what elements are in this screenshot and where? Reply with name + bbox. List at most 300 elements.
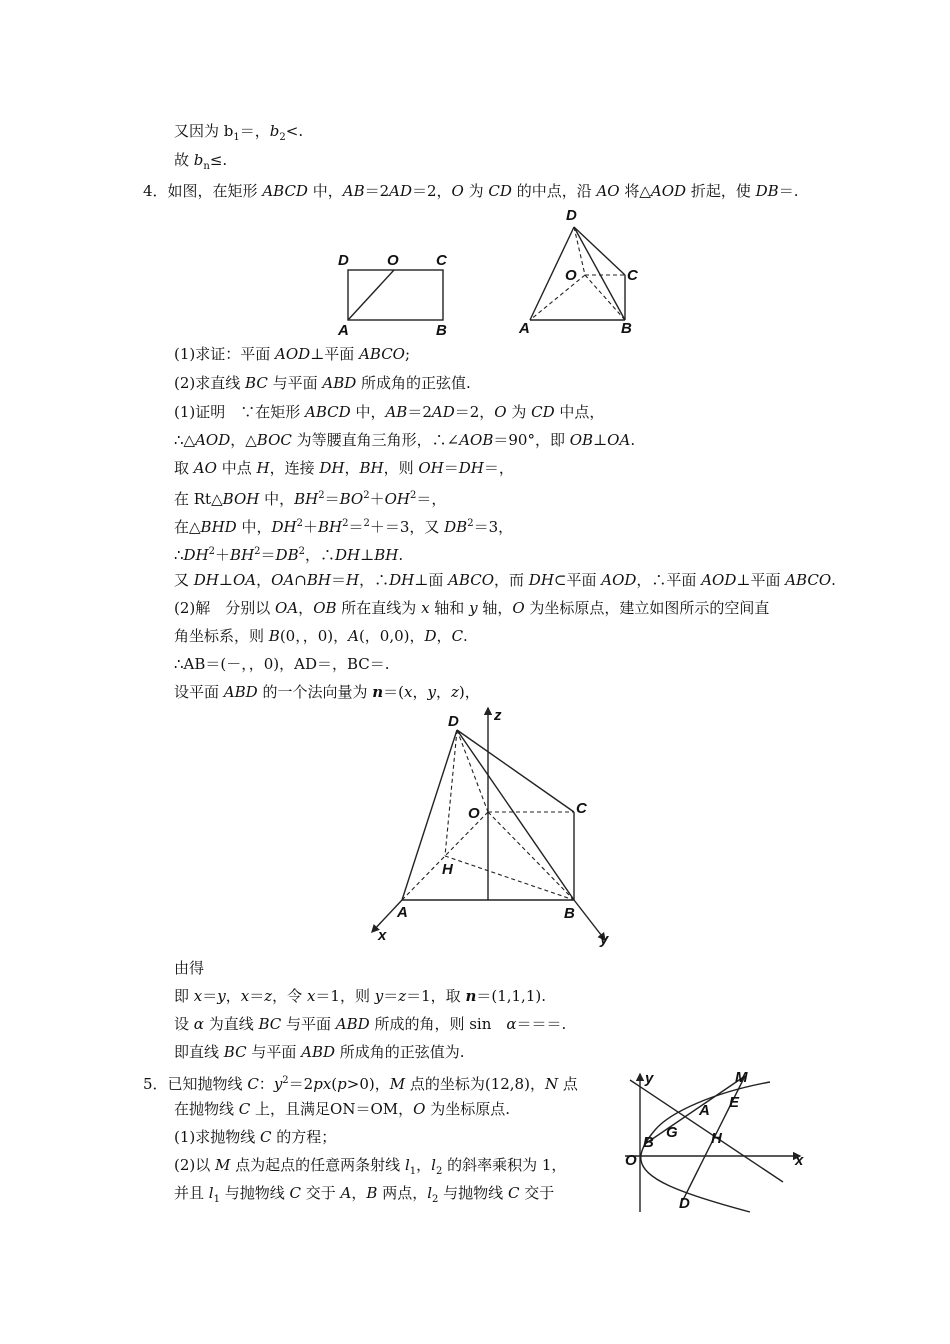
text-run: y (374, 987, 384, 1005)
text-run: BH (374, 546, 399, 564)
text-run: 并且 (174, 1184, 209, 1202)
text-run: 轴和 (429, 599, 470, 617)
text-run: DH (271, 518, 297, 536)
text-run: ABD (322, 374, 357, 392)
text-run: 1 (409, 1166, 417, 1177)
edge-db (574, 227, 625, 320)
text-run: ＝＝＝. (516, 1015, 567, 1033)
text-run: y (273, 1075, 283, 1093)
text-run: 故 (174, 151, 194, 169)
text-run: ⊂平面 (553, 571, 602, 589)
text-run: OA (275, 599, 299, 617)
text-run: 与平面 (267, 374, 323, 392)
text-run: ABD (223, 683, 258, 701)
text-run: 取 (174, 459, 194, 477)
text-run: z (264, 987, 273, 1005)
text-run: ＋＝3，又 (369, 518, 445, 536)
text-run: BO (339, 490, 364, 508)
text-run: ＝1，则 (315, 987, 375, 1005)
text-run: b (269, 122, 280, 140)
text-run: ＝ (330, 571, 346, 589)
segment-ao (348, 270, 394, 320)
text-run: 中点 (216, 459, 257, 477)
text-run: CD (488, 182, 512, 200)
text-run: 2 (282, 1075, 289, 1086)
text-run: y (217, 987, 226, 1005)
text-run: 4．如图，在矩形 (143, 182, 263, 200)
text-line-l18 (174, 986, 546, 1006)
text-run: 为 (463, 182, 489, 200)
text-run: 2 (410, 490, 417, 501)
text-run: ( (331, 1075, 338, 1093)
text-run: y (427, 683, 436, 701)
text-run: OA (607, 431, 631, 449)
label-A: A (397, 904, 408, 921)
text-run: DB (755, 182, 779, 200)
text-run: ＝2 (288, 1075, 314, 1093)
edge-ob (488, 812, 574, 900)
text-run: 中， (307, 182, 343, 200)
text-line-l4 (174, 344, 410, 364)
text-run: H (256, 459, 270, 477)
text-run: DH (183, 546, 209, 564)
text-run: . (398, 546, 404, 564)
text-run: ≤. (209, 151, 228, 169)
parabola-figure (615, 1060, 815, 1220)
text-run: (0，，0)， (279, 627, 349, 645)
text-run: ，∴ (304, 546, 335, 564)
label-y: y (600, 931, 609, 948)
text-run: ⊥面 (414, 571, 449, 589)
text-run: DB (444, 518, 468, 536)
text-run: ， (436, 627, 452, 645)
label-z: z (494, 707, 502, 724)
text-run: x (240, 987, 250, 1005)
text-run: AOD (601, 571, 637, 589)
text-run: BH (359, 459, 384, 477)
text-run: 2 (342, 518, 349, 529)
text-run: ，而 (494, 571, 529, 589)
label-x: x (795, 1152, 804, 1169)
text-run: ，连接 (269, 459, 320, 477)
text-run: O (451, 182, 464, 200)
text-run: 在△ (174, 518, 201, 536)
text-run: 即 (174, 987, 194, 1005)
text-run: n (203, 161, 210, 172)
text-run: (，0,0)， (358, 627, 425, 645)
text-run: z (398, 987, 407, 1005)
text-run: 2 (208, 546, 216, 557)
label-H: H (711, 1130, 722, 1147)
text-run: D (424, 627, 437, 645)
text-run: α (193, 1015, 204, 1033)
text-run: 设平面 (174, 683, 224, 701)
edge-dc (457, 730, 574, 812)
text-run: px (313, 1075, 332, 1093)
text-run: ⊥ (218, 571, 233, 589)
text-run: BOC (256, 431, 292, 449)
label-B: B (621, 320, 632, 337)
text-run: 交于 (519, 1184, 555, 1202)
text-run: )， (458, 683, 480, 701)
text-run: ，令 (272, 987, 307, 1005)
text-run: B (366, 1184, 378, 1202)
text-run: ： (258, 1075, 274, 1093)
text-run: C (451, 627, 464, 645)
label-H: H (442, 861, 453, 878)
text-line-l6 (174, 402, 604, 422)
text-run: B (268, 627, 280, 645)
text-run: 与抛物线 (438, 1184, 508, 1202)
text-line-l20 (174, 1042, 465, 1062)
text-run: 所成的角，则 sin (369, 1015, 507, 1033)
text-run: OH (384, 490, 410, 508)
label-B: B (643, 1134, 654, 1151)
label-D: D (679, 1195, 690, 1212)
text-run: A (348, 627, 359, 645)
text-run: ∴ (174, 546, 184, 564)
text-run: ，则 (383, 459, 419, 477)
text-run: 的一个法向量为 (257, 683, 373, 701)
text-line-l12 (174, 570, 836, 590)
text-run: ， (225, 987, 241, 1005)
text-run: ＝2， (454, 403, 495, 421)
text-run: 点 (558, 1075, 578, 1093)
text-run: ＝ (249, 987, 265, 1005)
text-run: x (193, 987, 203, 1005)
text-run: ＝2 (407, 403, 432, 421)
text-line-l11 (174, 542, 403, 565)
text-run: >0)， (346, 1075, 390, 1093)
text-run: 2 (435, 1166, 443, 1177)
text-run: 所在直线为 (336, 599, 422, 617)
text-line-l10 (174, 514, 513, 537)
text-run: (1)证明 ∵在矩形 (174, 403, 306, 421)
text-run: OH (418, 459, 444, 477)
text-run: ＝ (202, 987, 218, 1005)
edge-hb (445, 856, 574, 900)
text-run: 2 (318, 490, 325, 501)
text-run: ，∴ (359, 571, 390, 589)
text-run: ∴AB＝(－，，0)，AD＝，BC＝. (174, 655, 390, 673)
text-run: 由得 (174, 959, 205, 977)
text-run: 又 (174, 571, 194, 589)
text-run: AD (389, 182, 412, 200)
text-run: 中， (236, 518, 272, 536)
text-run: ABCO (448, 571, 495, 589)
text-run: BHD (200, 518, 237, 536)
text-run: 点的坐标为(12,8)， (405, 1075, 545, 1093)
text-run: A (340, 1184, 352, 1202)
text-run: 点为起点的任意两条射线 (230, 1156, 405, 1174)
text-run: ＝， (416, 490, 447, 508)
text-line-l25 (174, 1183, 554, 1210)
text-run: 与平面 (281, 1015, 336, 1033)
text-run: . (630, 431, 636, 449)
text-run: 两点， (377, 1184, 428, 1202)
label-C: C (436, 252, 447, 269)
text-run: ，∴平面 (636, 571, 702, 589)
text-run: ＝2 (364, 182, 390, 200)
text-run: H (346, 571, 360, 589)
text-line-l24 (174, 1155, 566, 1182)
text-run: ＝1，取 (406, 987, 466, 1005)
text-run: ABCO (359, 345, 405, 363)
text-run: ＋ (369, 490, 385, 508)
text-run: ， (351, 1184, 367, 1202)
text-run: ， (435, 683, 451, 701)
text-run: DH (193, 571, 219, 589)
label-C: C (576, 800, 587, 817)
text-run: BH (306, 571, 331, 589)
folded-figure (515, 205, 650, 340)
text-run: AOD (195, 431, 231, 449)
label-O: O (565, 267, 577, 284)
label-D: D (338, 252, 349, 269)
text-run: AD (431, 403, 455, 421)
label-O: O (625, 1152, 637, 1169)
text-run: (2)以 (174, 1156, 216, 1174)
text-run: BH (230, 546, 255, 564)
text-run: ， (256, 571, 272, 589)
text-run: ABCD (262, 182, 308, 200)
text-run: ， (344, 459, 360, 477)
text-line-l13 (174, 598, 769, 618)
text-run: 与平面 (246, 1043, 302, 1061)
label-E: E (729, 1094, 740, 1111)
text-run: OA (271, 571, 295, 589)
text-run: AB (385, 403, 408, 421)
text-run: 在抛物线 (174, 1100, 239, 1118)
text-run: 上，且满足ON＝OM， (250, 1100, 414, 1118)
text-line-l16 (174, 682, 480, 702)
text-run: ABD (301, 1043, 335, 1061)
text-line-l3 (143, 181, 798, 201)
text-run: 将△ (619, 182, 651, 200)
text-run: 2 (254, 546, 261, 557)
text-run: DH (389, 571, 415, 589)
text-run: DH (458, 459, 484, 477)
text-run: ABCD (305, 403, 351, 421)
text-run: ＝. (778, 182, 799, 200)
text-run: M (215, 1156, 231, 1174)
text-run: O (512, 599, 525, 617)
text-run: 中点， (554, 403, 605, 421)
label-A: A (699, 1102, 710, 1119)
text-line-l23 (174, 1127, 336, 1147)
text-run: OB (569, 431, 594, 449)
text-run: N (544, 1075, 559, 1093)
text-run: 1 (233, 132, 240, 143)
text-run: 与抛物线 (219, 1184, 290, 1202)
text-run: 在 Rt△ (174, 490, 223, 508)
text-run: . (463, 627, 468, 645)
text-run: ＝ (383, 987, 399, 1005)
text-run: <. (285, 122, 304, 140)
text-run: AB (342, 182, 365, 200)
text-run: ∴△ (174, 431, 196, 449)
text-line-l15 (174, 654, 390, 674)
text-run: ABCO (785, 571, 832, 589)
text-run: ⊥平面 (736, 571, 786, 589)
text-run: 2 (363, 490, 370, 501)
text-run: C (247, 1075, 259, 1093)
text-run: ⊥ (593, 431, 608, 449)
text-run: α (506, 1015, 517, 1033)
text-run: ＝ (348, 518, 364, 536)
text-run: l (404, 1156, 410, 1174)
text-run: z (450, 683, 459, 701)
text-run: ，△ (230, 431, 257, 449)
text-run: 设 (174, 1015, 194, 1033)
text-run: x (403, 683, 413, 701)
text-run: ＝2， (412, 182, 452, 200)
text-run: C (289, 1184, 301, 1202)
text-run: ⊥ (360, 546, 375, 564)
text-line-l14 (174, 626, 468, 646)
text-run: ＋ (302, 518, 318, 536)
text-run: ， (298, 599, 314, 617)
text-run: 为坐标原点，建立如图所示的空间直 (524, 599, 770, 617)
text-run: 2 (432, 1194, 439, 1205)
text-run: 又因为 (174, 122, 224, 140)
text-run: DB (275, 546, 299, 564)
edge-ob (585, 275, 625, 320)
text-run: b (193, 151, 204, 169)
text-run: 5．已知抛物线 (143, 1075, 248, 1093)
text-run: (1)求证：平面 (174, 345, 276, 363)
text-run: O (494, 403, 507, 421)
text-run: 2 (467, 518, 474, 529)
text-run: ＝ (324, 490, 340, 508)
text-run: AOB (459, 431, 494, 449)
text-run: OB (313, 599, 337, 617)
text-run: AO (193, 459, 217, 477)
text-run: 2 (279, 132, 286, 143)
text-run: ＝(1,1,1). (476, 987, 546, 1005)
text-run: ＝( (383, 683, 404, 701)
text-run: ， (412, 683, 428, 701)
text-run: 的方程； (271, 1128, 337, 1146)
text-run: n (465, 987, 477, 1005)
text-run: l (208, 1184, 214, 1202)
text-line-l7 (174, 430, 635, 450)
text-run: ∩ (294, 571, 307, 589)
text-line-l5 (174, 373, 471, 393)
rectangle-figure (330, 245, 460, 340)
text-line-l9 (174, 486, 446, 509)
text-run: ＝ (260, 546, 276, 564)
text-run: 2 (298, 546, 305, 557)
text-run: BH (294, 490, 319, 508)
text-run: AO (596, 182, 620, 200)
text-run: C (507, 1184, 520, 1202)
text-run: DH (319, 459, 345, 477)
label-A: A (519, 320, 530, 337)
label-M: M (735, 1069, 748, 1086)
text-line-l22 (174, 1099, 510, 1119)
text-run: 即直线 (174, 1043, 224, 1061)
label-A: A (338, 322, 349, 339)
label-x: x (378, 927, 387, 944)
text-run: 所成角的正弦值. (356, 374, 471, 392)
text-run: ⊥平面 (310, 345, 360, 363)
text-run: M (389, 1075, 406, 1093)
text-run: OA (233, 571, 257, 589)
label-O: O (387, 252, 399, 269)
text-run: 角坐标系，则 (174, 627, 269, 645)
text-run: ; (404, 345, 411, 363)
text-run: x (421, 599, 430, 617)
text-run: BH (317, 518, 343, 536)
label-D: D (448, 713, 459, 730)
label-B: B (564, 905, 575, 922)
text-run: CD (531, 403, 555, 421)
text-run: ＝90°，即 (493, 431, 570, 449)
text-run: C (238, 1100, 251, 1118)
text-run: AOD (701, 571, 737, 589)
label-G: G (666, 1124, 678, 1141)
text-line-l8 (174, 458, 514, 478)
text-run: ＋ (215, 546, 231, 564)
text-run: 中， (350, 403, 386, 421)
text-line-l21 (143, 1071, 578, 1094)
edge-oa (530, 275, 585, 320)
text-run: BOH (222, 490, 260, 508)
label-y: y (645, 1070, 654, 1087)
text-line-l17 (174, 958, 204, 978)
rectangle-abcd (348, 270, 443, 320)
text-run: 为坐标原点. (425, 1100, 510, 1118)
text-run: 的斜率乘积为 1， (442, 1156, 567, 1174)
text-line-l1 (174, 121, 303, 148)
text-line-l2 (174, 150, 227, 177)
text-run: 为 (506, 403, 532, 421)
text-run: 交于 (301, 1184, 341, 1202)
text-run: (2)求直线 (174, 374, 246, 392)
text-run: l (431, 1156, 436, 1174)
text-run: (2)解 分别以 (174, 599, 276, 617)
text-run: 所成角的正弦值为. (335, 1043, 465, 1061)
text-run: 为直线 (203, 1015, 259, 1033)
text-run: DH (528, 571, 554, 589)
text-run: BC (258, 1015, 282, 1033)
text-run: 为等腰直角三角形，∴∠ (291, 431, 460, 449)
text-run: BC (245, 374, 268, 392)
text-run: ＝3， (473, 518, 514, 536)
text-run: ＝， (239, 122, 270, 140)
text-run: ＝， (483, 459, 514, 477)
text-run: y (469, 599, 478, 617)
text-run: 中， (259, 490, 295, 508)
text-run: DH (335, 546, 361, 564)
text-run: BC (223, 1043, 247, 1061)
text-run: 2 (363, 518, 370, 529)
line-gh (630, 1080, 783, 1182)
text-run: p (337, 1075, 347, 1093)
edge-dc (574, 227, 625, 275)
text-run: l (427, 1184, 433, 1202)
text-run: 的中点，沿 (511, 182, 597, 200)
label-O: O (468, 805, 480, 822)
text-run: AOD (275, 345, 311, 363)
text-run: O (413, 1100, 426, 1118)
label-B: B (436, 322, 447, 339)
text-run: C (260, 1128, 272, 1146)
text-run: ＝ (443, 459, 459, 477)
text-run: b (223, 122, 234, 140)
text-run: (1)求抛物线 (174, 1128, 261, 1146)
